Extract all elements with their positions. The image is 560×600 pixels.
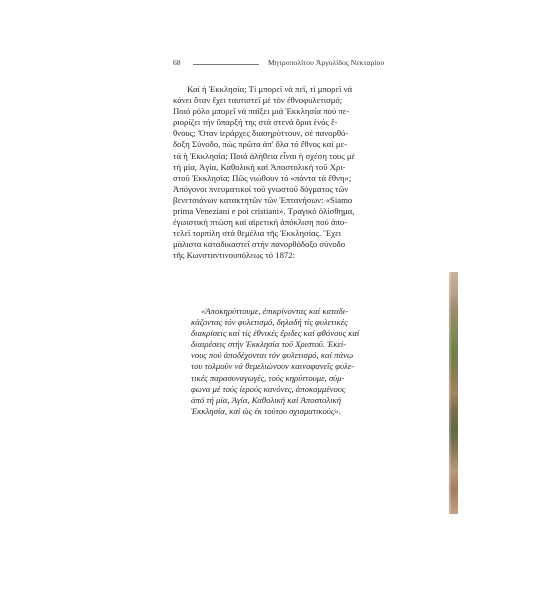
page-number: 68 xyxy=(173,58,181,67)
quote-line: του τολμοῦν νά θεμελιώνουν καινοφανεῖς φυλε- xyxy=(191,361,355,372)
text-line: δοξη Σύνοδο, πώς πρῶτα ἀπ' ὅλα τό ἔθνος καί με- xyxy=(173,139,348,150)
quote-line: τικές παρασυναγωγές, τούς κηρύττουμε, σύμ- xyxy=(191,372,345,383)
text-line: Ποιό ρόλο μπορεῖ νά παίξει μιά Ἐκκλησία πού πε- xyxy=(173,106,350,117)
text-line: μάλιστα καταδικαστεῖ στήν πανορθόδοξο σύνοδο xyxy=(173,239,346,250)
quote-line: Ἐκκλησία, καί ὡς ἐκ τούτου σχισματικούς». xyxy=(191,405,341,416)
header-rule xyxy=(193,64,259,65)
text-line: κάνει ὅταν ἔχει ταυτιστεῖ μέ τόν ἐθνοφυλετισμό; xyxy=(173,95,343,106)
text-line: βενετσιάνων κατακτητῶν τῶν Ἑπτανήσων: «Siamo xyxy=(173,194,353,205)
quote-line: διαιρέσεις στήν Ἐκκλησία τοῦ Χριστοῦ. Ἐκεί- xyxy=(191,339,347,350)
running-title: Μητροπολίτου Ἀργολίδος Νεκταρίου xyxy=(268,58,385,67)
quote-line: φωνα μέ τούς ἱερούς κανόνες, ἀποκομμένους xyxy=(191,383,346,394)
quote-line: ἀπό τή μία, Ἁγία, Καθολική καί Ἀποστολική xyxy=(191,394,341,405)
text-line: στοῦ Ἐκκλησία; Πῶς νιώθουν τό «πάντα τά ἔθνη»; xyxy=(173,172,352,183)
quote-line: διακρίσεις καί τίς ἐθνικές ἔριδες καί φθόνους καί xyxy=(191,328,360,339)
text-line: θνους; Ὅταν ἱεράρχες διασηρύττουν, σέ πανορθό- xyxy=(173,128,349,139)
block-quote xyxy=(191,306,431,417)
text-line: Καί ἡ Ἐκκλησία; Τί μπορεῖ νά πεῖ, τί μπορεῖ νά xyxy=(187,84,353,94)
page-header xyxy=(173,58,433,70)
text-line: ριορίζει τήν ὕπαρξή της στά στενά ὅρια ἑνός ἔ- xyxy=(173,117,338,128)
text-line: τελεῖ τορπίλη στά θεμέλια τῆς Ἐκκλησίας. Ἔχει xyxy=(173,228,342,239)
text-line: Ἀπόγονοι πνευματικοί τοῦ γνωστοῦ δόγματος τῶν xyxy=(173,183,349,194)
text-line: ἐγωιστική πτώση καί αἱρετική ἀπόκλιση πού ἀπο- xyxy=(173,217,348,228)
text-line: prima Veneziani e poi cristiani». Τραγικό ὀλίσθημα, xyxy=(173,206,355,217)
quote-line: «Ἀποκηρύττουμε, ἐπικρίνοντας καί καταδι- xyxy=(201,306,349,316)
text-line: τά ἡ Ἐκκλησία; Ποιά ἀλήθεια εἶναι ἡ σχέση τους μέ xyxy=(173,150,356,161)
adjacent-page-photo-edge xyxy=(449,272,458,514)
quote-line: νους πού ἀποδέχονται τόν φυλετισμό, καί πάνω xyxy=(191,350,354,361)
quote-line: κάζοντας τόν φυλετισμό, δηλαδή τίς φυλετικές xyxy=(191,317,348,328)
main-text xyxy=(173,84,430,262)
text-line: τή μία, Ἁγία, Καθολική καί Ἀποστολική τοῦ Χρι- xyxy=(173,161,346,172)
text-line: τῆς Κωνσταντινουπόλεως τό 1872: xyxy=(173,250,296,261)
